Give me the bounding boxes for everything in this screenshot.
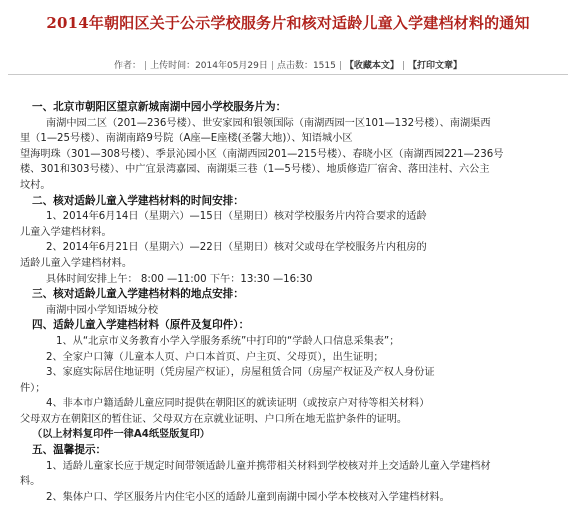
upload-time-value: 2014年05月29日: [195, 61, 268, 71]
meta-separator: |: [338, 61, 342, 71]
section-1-line: 楼、301和303号楼）、中广宜景湾嘉园、南湖渠三巷（1—5号楼）、地质修造厂宿舍、落田洼村、六公主: [20, 164, 490, 176]
section-4-item-4: 4、非本市户籍适龄儿童应同时提供在朝阳区的就读证明（或按京户对待等相关材料）: [46, 398, 430, 410]
section-5-item-1: 1、适龄儿童家长应于规定时间带领适龄儿童并携带相关材料到学校核对并上交适龄儿童入学建档材: [46, 460, 491, 472]
section-2-time: 具体时间安排上午： 8:00 —11:00 下午：13:30 —16:30: [46, 273, 313, 285]
section-1-line: 南湖中园二区（201—236号楼）、世安家园和银领国际（南湖西园一区101—132号楼）、南湖渠西: [46, 117, 491, 129]
meta-separator: |: [401, 61, 405, 71]
section-5-item-1-cont: 料。: [20, 476, 41, 488]
section-4-note: （以上材料复印件一律A4纸竖版复印）: [32, 429, 210, 441]
section-5-item-2: 2、集体户口、学区服务片内住宅小区的适龄儿童到南湖中园小学本校核对入学建档材料。: [46, 491, 450, 503]
bookmark-link[interactable]: 【收藏本文】: [344, 61, 399, 71]
section-1-line: 坟村。: [20, 179, 51, 191]
divider: [8, 74, 568, 75]
upload-time-label: 上传时间：: [150, 61, 196, 71]
section-1-line: 里（1—25号楼）、南湖南路9号院（A座—E座楼(圣馨大地)）、知语城小区: [20, 133, 353, 145]
section-4-item-3: 3、家庭实际居住地证明（凭房屋产权证），房屋租赁合同（房屋产权证及产权人身份证: [46, 367, 435, 379]
section-5-heading: 五、温馨提示：: [32, 444, 107, 457]
section-4-item-1: 1、从“北京市义务教育小学入学服务系统”中打印的“学龄人口信息采集表”；: [56, 335, 400, 347]
section-1-line: 望海明珠（301—308号楼）、季景沁园小区（南湖西园201—215号楼）、春晓小区（南湖西园221—236号: [20, 148, 504, 160]
section-2-item-2-cont: 适龄儿童入学建档材料。: [20, 257, 133, 269]
print-link[interactable]: 【打印文章】: [407, 61, 462, 71]
meta-separator: |: [144, 61, 148, 71]
section-4-item-3-cont: 件）；: [20, 382, 46, 394]
views-label: 点击数：: [276, 61, 313, 71]
section-2-heading: 二、核对适龄儿童入学建档材料的时间安排：: [32, 194, 244, 207]
section-2-item-1-cont: 儿童入学建档材料。: [20, 226, 112, 238]
meta-separator: |: [270, 61, 274, 71]
article-meta: [0, 58, 576, 71]
section-3-heading: 三、核对适龄儿童入学建档材料的地点安排：: [32, 288, 244, 301]
section-4-item-2: 2、全家户口簿（儿童本人页、户口本首页、户主页、父母页），出生证明；: [46, 351, 384, 363]
section-1-heading: 一、北京市朝阳区望京新城南湖中园小学校服务片为：: [32, 101, 287, 113]
views-value: 1515: [312, 61, 336, 71]
section-4-heading: 四、适龄儿童入学建档材料（原件及复印件）：: [32, 319, 250, 332]
section-3-line: 南湖中园小学知语城分校: [46, 304, 159, 316]
author-label: 作者：: [114, 61, 142, 71]
section-2-item-2: 2、2014年6月21日（星期六）—22日（星期日）核对父或母在学校服务片内租房的: [46, 242, 427, 254]
article-body: [12, 100, 564, 505]
page-title: 2014年朝阳区关于公示学校服务片和核对适龄儿童入学建档材料的通知: [46, 14, 530, 32]
section-2-item-1: 1、2014年6月14日（星期六）—15日（星期日）核对学校服务片内符合要求的适龄: [46, 211, 427, 223]
section-4-item-4-cont: 父母双方在朝阳区的暂住证、父母双方在京就业证明、户口所在地无监护条件的证明。: [20, 413, 408, 425]
